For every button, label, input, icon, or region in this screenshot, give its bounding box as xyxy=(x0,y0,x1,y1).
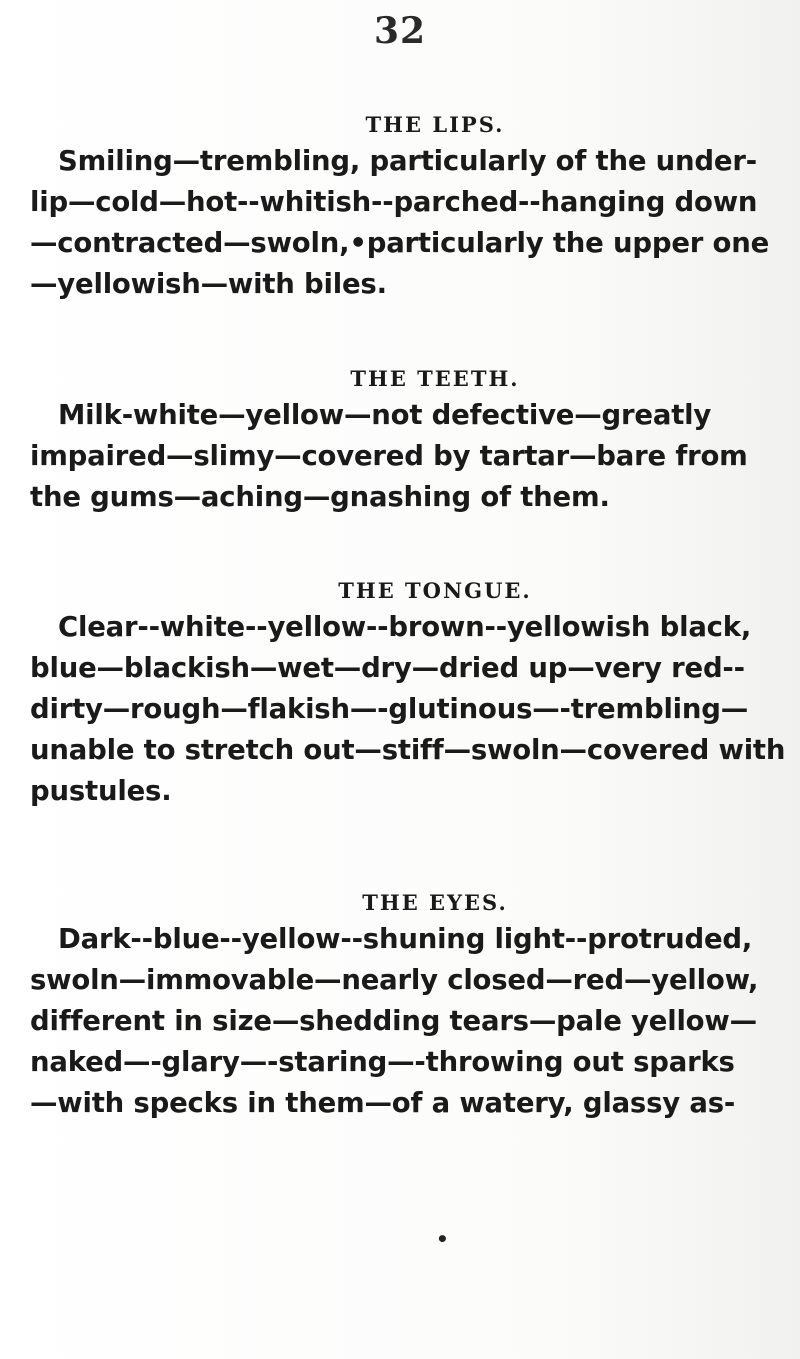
text-line: different in size—shedding tears—pale yellow— xyxy=(30,1005,757,1037)
text-line: Smiling—trembling, particularly of the under- xyxy=(58,145,757,177)
text-line: naked—-glary—-staring—-throwing out sparks xyxy=(30,1046,735,1078)
section-heading: THE LIPS. xyxy=(365,112,505,137)
section-teeth xyxy=(30,366,800,518)
text-line: Dark--blue--yellow--shuning light--protruded, xyxy=(58,923,753,955)
text-line: pustules. xyxy=(30,775,172,807)
text-line: Milk-white—yellow—not defective—greatly xyxy=(58,399,712,431)
text-line: —contracted—swoln,•particularly the upper one xyxy=(30,227,770,259)
text-line: Clear--white--yellow--brown--yellowish black, xyxy=(58,611,752,643)
footer-mark: • xyxy=(436,1227,449,1251)
text-line: lip—cold—hot--whitish--parched--hanging down xyxy=(30,186,758,218)
text-line: impaired—slimy—covered by tartar—bare from xyxy=(30,440,748,472)
section-tongue xyxy=(30,578,800,812)
section-eyes xyxy=(30,890,800,1124)
text-line: swoln—immovable—nearly closed—red—yellow, xyxy=(30,964,759,996)
section-lips xyxy=(30,112,800,305)
text-line: dirty—rough—flakish—-glutinous—-trembling— xyxy=(30,693,749,725)
section-heading: THE EYES. xyxy=(362,890,508,915)
text-line: —yellowish—with biles. xyxy=(30,268,387,300)
section-heading: THE TONGUE. xyxy=(338,578,532,603)
text-line: —with specks in them—of a watery, glassy as- xyxy=(30,1087,736,1119)
page-number: 32 xyxy=(373,10,427,52)
text-line: unable to stretch out—stiff—swoln—covered with xyxy=(30,734,786,766)
text-line: the gums—aching—gnashing of them. xyxy=(30,481,610,513)
text-line: blue—blackish—wet—dry—dried up—very red-- xyxy=(30,652,745,684)
section-heading: THE TEETH. xyxy=(350,366,520,391)
